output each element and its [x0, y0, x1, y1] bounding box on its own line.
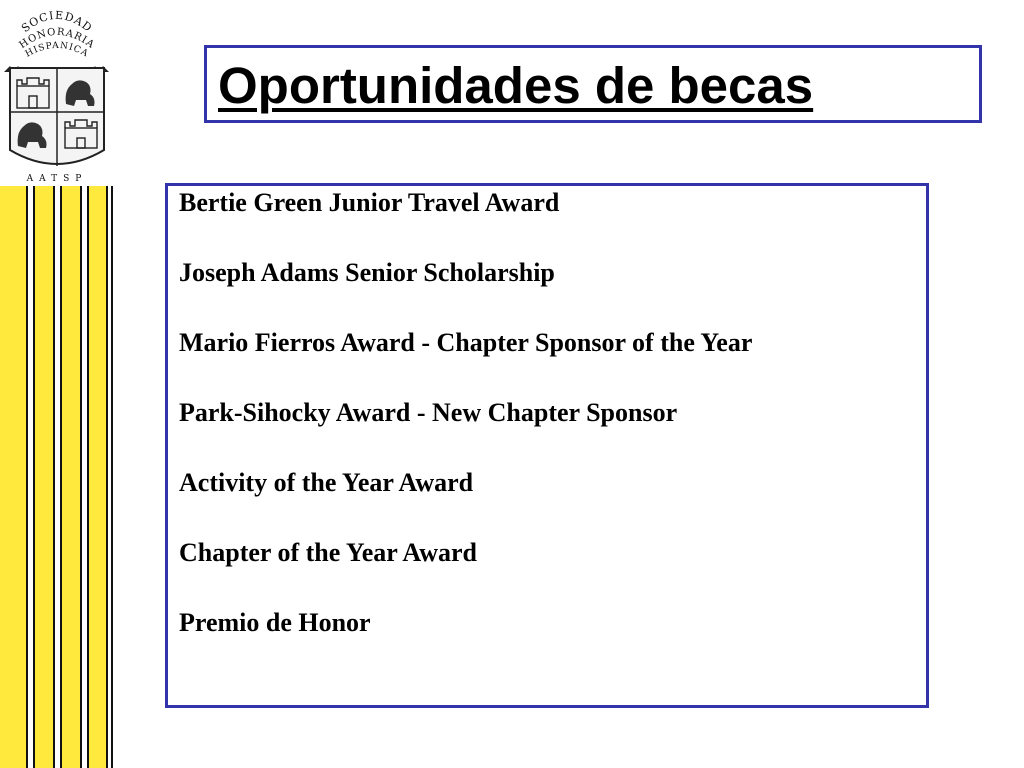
logo-text-bottom: AATSP: [26, 174, 88, 184]
awards-box: [165, 183, 929, 708]
page-title: Oportunidades de becas: [218, 57, 814, 114]
award-item: Activity of the Year Award: [179, 468, 474, 497]
strip-line: [26, 186, 35, 768]
logo-text-lower: HISPANICA: [23, 40, 91, 60]
award-item: Park-Sihocky Award - New Chapter Sponsor: [179, 398, 678, 427]
award-item: Chapter of the Year Award: [179, 538, 478, 567]
award-item: Bertie Green Junior Travel Award: [179, 188, 560, 217]
title-box: [204, 45, 982, 123]
award-item: Joseph Adams Senior Scholarship: [179, 258, 555, 287]
award-item: Mario Fierros Award - Chapter Sponsor of the Year: [179, 328, 753, 357]
logo-text-middle: HONORARIA: [17, 26, 97, 52]
logo-text-top: SOCIEDAD: [19, 8, 95, 35]
strip-line: [106, 186, 113, 768]
crest-icon: [0, 0, 113, 186]
society-logo: [0, 0, 113, 186]
strip-line: [53, 186, 62, 768]
strip-line: [80, 186, 89, 768]
svg-text:SOCIEDAD: [19, 9, 95, 35]
awards-list: [179, 188, 752, 678]
award-item: Premio de Honor: [179, 608, 371, 637]
